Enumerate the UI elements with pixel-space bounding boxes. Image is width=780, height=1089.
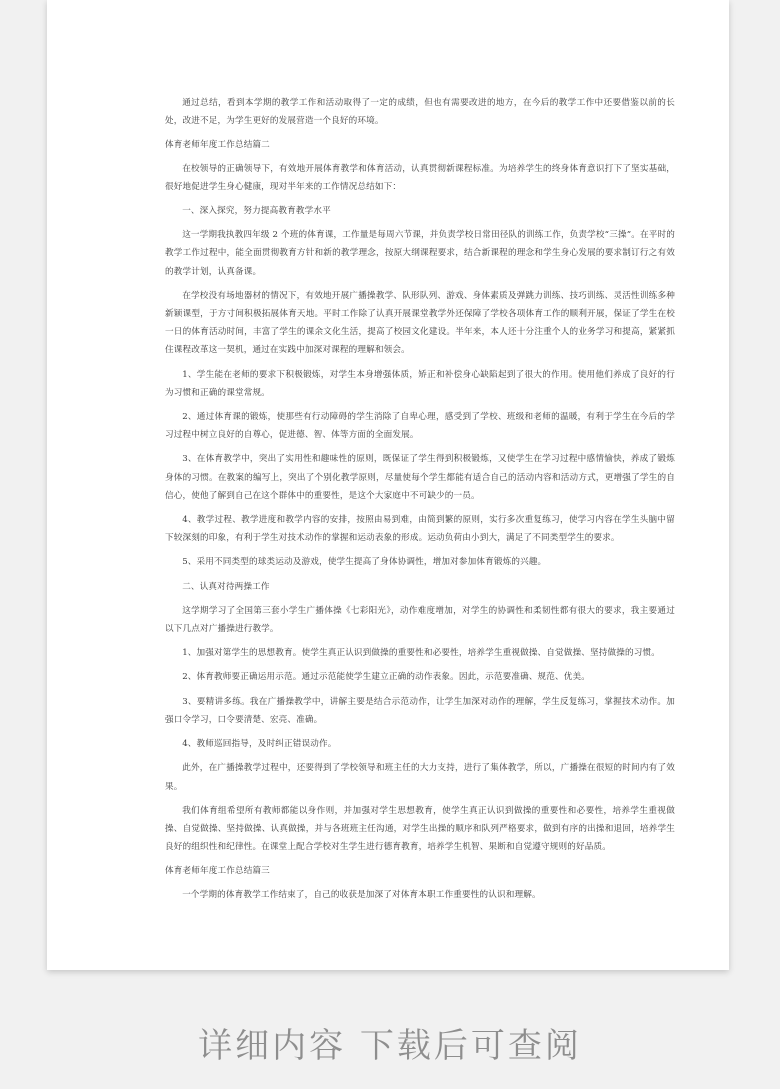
list-item: 2、体育教师要正确运用示范。通过示范能使学生建立正确的动作表象。因此，示范要准确、规范、优美。	[182, 672, 591, 683]
paragraph: 我们体育组希望所有教师都能以身作则，并加强对学生思想教育，使学生真正认识到做操的重要性和必要性，培养学生重视做操、自觉做操、坚持做操、认真做操，并与各班班主任沟通，对学生出操的顺序和队列严格要求，做到有序的出操和退回，培养学生良好的组织性和纪律性。在课堂上配合学校对生学生进行德育教育，培养学生机智、果断和自觉遵守规则的好品质。	[165, 805, 675, 853]
paragraph: 在校领导的正确领导下，有效地开展体育教学和体育活动，认真贯彻新课程标准。为培养学生的终身体育意识打下了坚实基础，很好地促进学生身心健康，现对半年来的工作情况总结如下：	[165, 163, 675, 192]
paragraph: 在学校没有场地器材的情况下，有效地开展广播操教学、队形队列、游戏、身体素质及弹跳力训练、技巧训练、灵活性训练多种新颖课型，于方寸间积极拓展体育天地。平时工作除了认真开展课堂教学外还保障了学校各项体育工作的顺利开展，保证了学生在校一日的体育活动时间，丰富了学生的课余文化生活，提高了校园文化建设。半年来，本人还十分注重个人的业务学习和提高，紧紧抓住课程改革这一契机，通过在实践中加深对课程的理解和领会。	[165, 290, 675, 356]
subsection-heading: 二、认真对待两操工作	[182, 581, 270, 592]
list-item: 4、教师巡回指导，及时纠正错误动作。	[182, 739, 337, 750]
document-body	[165, 94, 675, 910]
paragraph: 这学期学习了全国第三套小学生广播体操《七彩阳光》，动作难度增加，对学生的协调性和柔韧性都有很大的要求，我主要通过以下几点对广播操进行教学。	[165, 605, 675, 635]
subsection-heading: 一、深入探究，努力提高教育教学水平	[182, 206, 331, 217]
list-item: 1、加强对第学生的思想教育。使学生真正认识到做操的重要性和必要性，培养学生重视做操、自觉做操、坚持做操的习惯。	[182, 648, 660, 659]
list-item: 4、教学过程、教学进度和教学内容的安排，按照由易到难，由简到繁的原则，实行多次重复练习，使学习内容在学生头脑中留下较深刻的印象，有利于学生对技术动作的掌握和运动表象的形成。运动负荷由小到大，满足了不同类型学生的要求。	[165, 515, 675, 544]
section-heading: 体育老师年度工作总结篇二	[165, 140, 270, 151]
list-item: 5、采用不同类型的球类运动及游戏，使学生提高了身体协调性，增加对参加体育锻炼的兴趣。	[182, 557, 547, 568]
paragraph: 此外，在广播操教学过程中，还要得到了学校领导和班主任的大力支持，进行了集体教学，所以，广播操在很短的时间内有了效果。	[165, 763, 675, 792]
paragraph: 这一学期我执教四年级 2 个班的体育课，工作量是每周六节课，并负责学校日常田径队的训练工作，负责学校“三操”。在平时的教学工作过程中，能全面贯彻教育方针和新的教学理念，按原大纲课程要求，结合新课程的理念和学生身心发展的要求制订行之有效的教学计划，认真备课。	[165, 230, 675, 277]
list-item: 3、在体育教学中，突出了实用性和趣味性的原则，既保证了学生得到积极锻炼，又使学生在学习过程中感情愉快，养成了锻炼身体的习惯。在教案的编写上，突出了个别化教学原则，尽量使每个学生都能有适合自己的活动内容和活动方式，更增强了学生的自信心，使他了解到自己在这个群体中的重要性，是这个大家庭中不可缺少的一员。	[165, 454, 675, 501]
list-item: 1、学生能在老师的要求下积极锻炼，对学生本身增强体质，矫正和补偿身心缺陷起到了很大的作用。使用他们养成了良好的行为习惯和正确的课堂常规。	[165, 369, 675, 398]
paragraph: 通过总结，看到本学期的教学工作和活动取得了一定的成绩，但也有需要改进的地方，在今后的教学工作中还要借鉴以前的长处，改进不足，为学生更好的发展营造一个良好的环境。	[165, 98, 675, 127]
document-page	[47, 0, 729, 970]
list-item: 2、通过体育课的锻炼，使那些有行动障碍的学生消除了自卑心理，感受到了学校、班级和老师的温暖，有利于学生在今后的学习过程中树立良好的自尊心，促进德、智、体等方面的全面发展。	[165, 412, 675, 441]
download-hint: 详细内容 下载后可查阅	[198, 1026, 582, 1066]
section-heading: 体育老师年度工作总结篇三	[165, 866, 270, 877]
paragraph: 一个学期的体育教学工作结束了，自己的收获是加深了对体育本职工作重要性的认识和理解。	[182, 889, 541, 900]
list-item: 3、要精讲多练。我在广播操教学中，讲解主要是结合示范动作，让学生加深对动作的理解，学生反复练习，掌握技术动作。加强口令学习，口令要清楚、宏亮、准确。	[165, 696, 675, 725]
